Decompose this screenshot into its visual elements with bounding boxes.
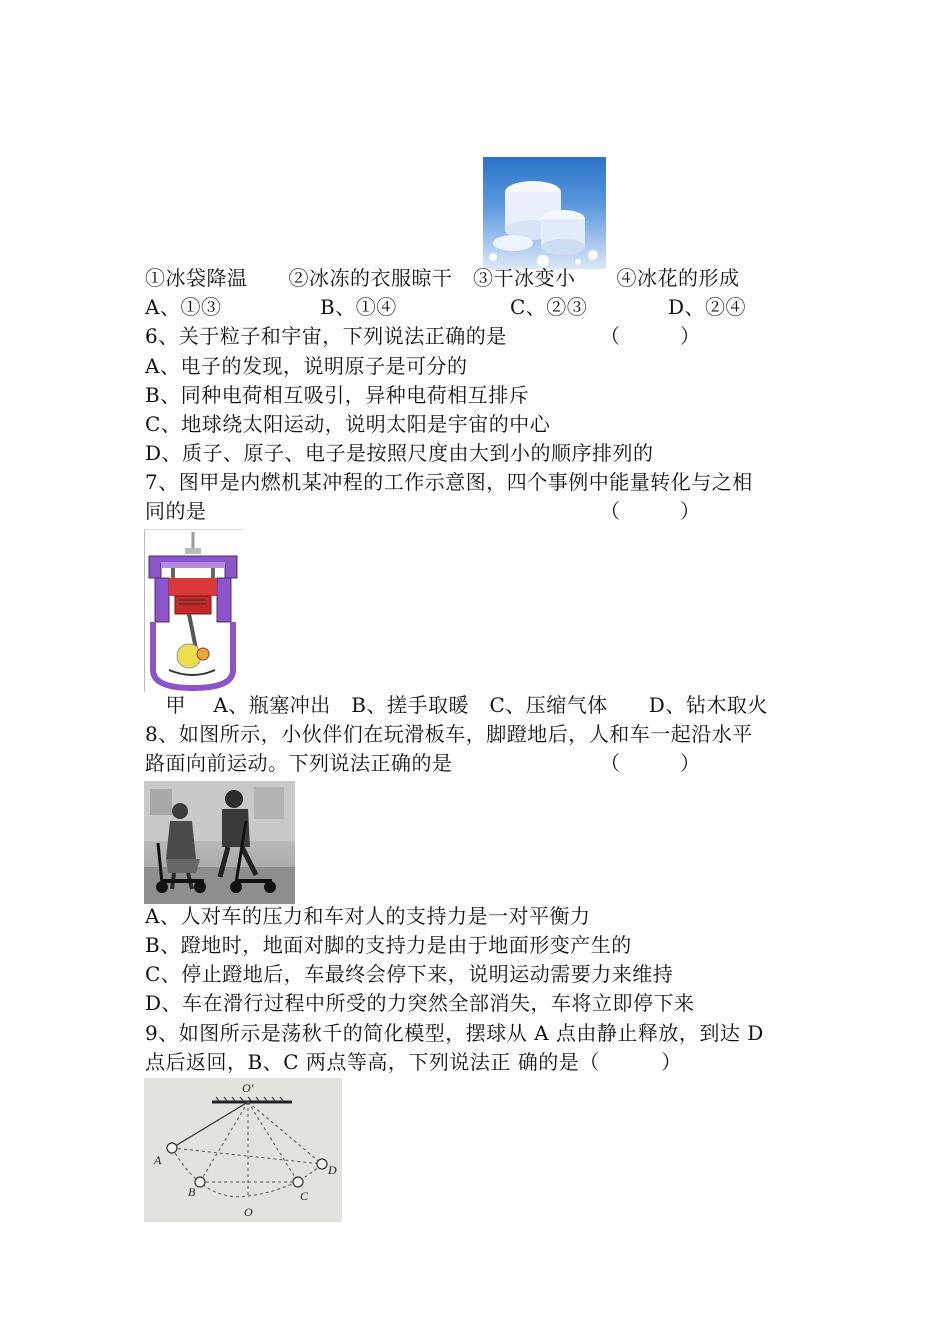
- q8-stem-line2: 路面向前运动。下列说法正确的是: [145, 751, 453, 775]
- label-o: O: [244, 1205, 253, 1219]
- q8-answer-paren: （ ）: [600, 751, 700, 775]
- q5-choice-a: A、①③: [145, 295, 222, 319]
- q7-answer-paren: （ ）: [600, 499, 700, 523]
- q8-option-c: C、停止蹬地后，车最终会停下来，说明运动需要力来维持: [145, 962, 674, 986]
- q5-choice-d: D、②④: [668, 295, 747, 319]
- q8-option-a: A、人对车的压力和车对人的支持力是一对平衡力: [145, 904, 591, 928]
- engine-stroke-diagram: [144, 529, 242, 692]
- q6-option-d: D、质子、原子、电子是按照尺度由大到小的顺序排列的: [145, 441, 654, 465]
- q6-option-c: C、地球绕太阳运动，说明太阳是宇宙的中心: [145, 412, 551, 436]
- q8-option-b: B、蹬地时，地面对脚的支持力是由于地面形变产生的: [145, 933, 632, 957]
- label-d: D: [328, 1163, 337, 1177]
- label-a: A: [154, 1153, 162, 1167]
- label-o-prime: O′: [242, 1081, 254, 1095]
- q5-options-row: ①冰袋降温 ②冰冻的衣服晾干 ③干冰变小 ④冰花的形成: [145, 266, 740, 290]
- q6-stem: 6、关于粒子和宇宙，下列说法正确的是: [145, 324, 507, 348]
- q9-stem-line2: 点后返回，B、C 两点等高，下列说法正 确的是（ ）: [145, 1050, 682, 1074]
- scooter-kids-photo: [144, 781, 295, 904]
- q5-choice-b: B、①④: [320, 295, 397, 319]
- dry-ice-photo: [483, 157, 606, 269]
- q5-choice-c: C、②③: [510, 295, 588, 319]
- q6-answer-paren: （ ）: [600, 324, 700, 348]
- q6-option-a: A、电子的发现，说明原子是可分的: [145, 354, 468, 378]
- q8-option-d: D、车在滑行过程中所受的力突然全部消失，车将立即停下来: [145, 991, 695, 1015]
- q6-option-b: B、同种电荷相互吸引，异种电荷相互排斥: [145, 383, 530, 407]
- q9-stem-line1: 9、如图所示是荡秋千的简化模型，摆球从 A 点由静止释放，到达 D: [145, 1021, 764, 1045]
- label-c: C: [300, 1189, 309, 1203]
- label-b: B: [188, 1185, 196, 1199]
- q7-stem-line1: 7、图甲是内燃机某冲程的工作示意图，四个事例中能量转化与之相: [145, 470, 753, 494]
- q7-options-row: 甲 A、瓶塞冲出 B、搓手取暖 C、压缩气体 D、钻木取火: [145, 693, 768, 717]
- pendulum-swing-diagram: [144, 1078, 342, 1222]
- q7-stem-line2: 同的是: [145, 499, 207, 523]
- q8-stem-line1: 8、如图所示，小伙伴们在玩滑板车，脚蹬地后，人和车一起沿水平: [145, 722, 753, 746]
